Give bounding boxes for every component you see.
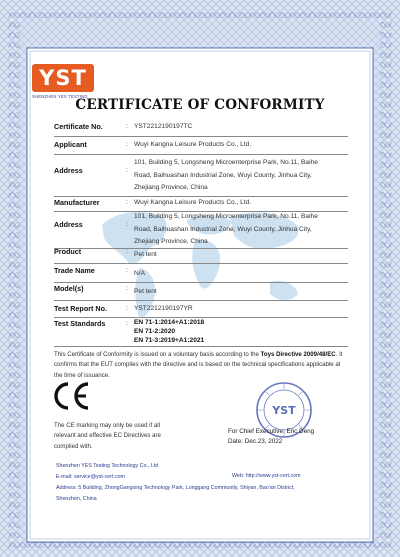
footer-address-line2: Shenzhen, China	[56, 496, 97, 502]
colon: :	[126, 141, 128, 148]
colon: :	[126, 248, 128, 255]
colon: :	[126, 167, 128, 174]
colon: :	[126, 305, 128, 312]
test-standard-2: EN 71-2:2020	[134, 328, 176, 335]
applicant-label: Applicant	[54, 140, 87, 149]
colon: :	[126, 320, 128, 327]
statement-part1: This Certificate of Conformity is issued on a voluntary basis according to the	[54, 351, 261, 358]
manufacturer-value: Wuyi Kangna Leisure Products Co., Ltd.	[134, 199, 252, 206]
ce-note-line1: The CE marking may only be used if all	[54, 422, 161, 429]
colon: :	[126, 285, 128, 292]
footer-email[interactable]: E-mail: service@yst-cert.com	[56, 474, 125, 480]
test-standards-label: Test Standards	[54, 319, 106, 328]
applicant-value: Wuyi Kangna Leisure Products Co., Ltd.	[134, 141, 252, 148]
footer-company: Shenzhen YES Testing Technology Co., Ltd	[56, 463, 159, 469]
ce-note	[54, 421, 164, 452]
signatory: For Chief Executive: Eric Deng	[228, 428, 315, 435]
trade-name-value: N/A	[134, 270, 145, 277]
colon: :	[126, 221, 128, 228]
test-standard-3: EN 71-3:2019+A1:2021	[134, 337, 205, 344]
manufacturer-address-line3: Zhejiang Province, China	[134, 238, 208, 246]
signature-block	[228, 427, 314, 447]
applicant-address-label: Address	[54, 166, 83, 175]
test-report-no-value: YST2212190197YR	[134, 305, 193, 312]
manufacturer-label: Manufacturer	[54, 198, 100, 207]
applicant-address-line2: Road, Baihuashan Industrial Zone, Wuyi County, Jinhua City,	[134, 171, 312, 179]
test-report-no-label: Test Report No.	[54, 304, 107, 313]
footer-address-line1: Address: 5 Building, ZhongGangxing Technology Park, Longgang Community, Shiyan, Bao'an District,	[56, 485, 295, 491]
footer	[56, 461, 356, 505]
applicant-address-line1: 101, Building 5, Longsheng Microenterprise Park, No.11, Baihe	[134, 159, 318, 166]
ce-mark-icon	[52, 380, 92, 412]
divider	[54, 346, 348, 347]
divider	[54, 300, 348, 301]
ce-note-line3: complied with.	[54, 442, 93, 450]
certificate-no-label: Certificate No.	[54, 122, 103, 131]
page-title: CERTIFICATE OF CONFORMITY	[75, 97, 325, 113]
manufacturer-address-line2: Road, Baihuashan Industrial Zone, Wuyi County, Jinhua City,	[134, 225, 312, 233]
applicant-address-line3: Zhejiang Province, China	[134, 184, 208, 192]
product-label: Product	[54, 247, 82, 256]
trade-name-label: Trade Name	[54, 266, 95, 275]
seal-text: YST	[272, 404, 296, 417]
test-standard-1: EN 71-1:2014+A1:2018	[134, 319, 205, 326]
colon: :	[126, 199, 128, 206]
ce-note-line2: relevant and effective EC Directives are	[54, 432, 161, 440]
divider	[54, 136, 348, 137]
divider	[54, 154, 348, 155]
colon: :	[126, 123, 128, 130]
conformity-statement	[54, 350, 350, 381]
manufacturer-address-label: Address	[54, 220, 83, 229]
product-value: Pet tent	[134, 251, 157, 258]
issue-date: Date: Dec.23, 2022	[228, 437, 283, 445]
divider	[54, 263, 348, 264]
models-value: Pet tent	[134, 288, 157, 295]
logo-subtitle: SHENZHEN YES TESTING	[32, 94, 88, 99]
logo-mark: YST	[32, 64, 94, 92]
colon: :	[126, 267, 128, 274]
manufacturer-address-line1: 101, Building 5, Longsheng Microenterprise Park, No.11, Baihe	[134, 213, 318, 220]
statement-part2: . It confirms that the EUT complies with the directive and is based on the technical specifications applicable at the time of issuance.	[54, 351, 343, 379]
statement-directive: Toys Directive 2009/48/EC	[260, 351, 336, 358]
certificate-no-value: YST2212190197TC	[134, 123, 193, 130]
models-label: Model(s)	[54, 284, 84, 293]
footer-web[interactable]: Web: http://www.yst-cert.com	[232, 473, 301, 479]
